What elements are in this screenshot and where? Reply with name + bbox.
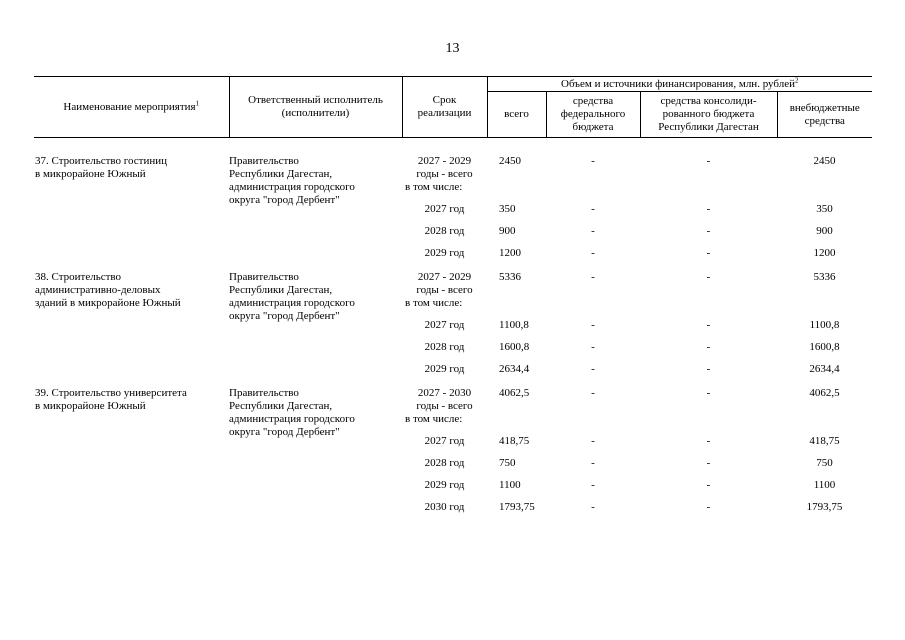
extrabudget-value: 2450 [813, 155, 836, 167]
table-row [34, 385, 872, 413]
federal-value: - [591, 363, 595, 375]
federal-value: - [591, 387, 595, 399]
total-value: 418,75 [499, 435, 530, 447]
empty-cell [777, 297, 872, 319]
year-label: 2027 год [424, 435, 465, 447]
extrabudget-value: 350 [816, 203, 833, 215]
consolidated-value: - [706, 247, 711, 259]
year-label: 2028 год [424, 457, 465, 469]
header-total: всего [487, 92, 546, 138]
total-value: 350 [499, 203, 516, 215]
total-value: 1100,8 [499, 319, 529, 331]
federal-value: - [591, 341, 595, 353]
table-body [34, 138, 872, 524]
year-label: 2029 год [424, 247, 465, 259]
total-value: 1100 [499, 479, 521, 491]
federal-value: - [591, 319, 595, 331]
table-row [34, 153, 872, 181]
measure-name: 39. Строительство университета в микрорайоне Южный [35, 387, 187, 412]
executor-cell: Правительство Республики Дагестан, администрация городского округа "город Дербент" [229, 155, 355, 206]
empty-cell [640, 413, 777, 435]
empty-cell [487, 181, 546, 203]
consolidated-value: - [706, 225, 711, 237]
total-value: 2450 [499, 155, 521, 167]
year-label: 2027 год [424, 319, 465, 331]
year-label: 2030 год [424, 501, 465, 513]
year-label: 2027 год [424, 203, 465, 215]
federal-value: - [591, 225, 595, 237]
header-financing: Объем и источники финансирования, млн. рублей$^2$ [487, 77, 872, 92]
federal-value: - [591, 247, 595, 259]
including-label: в том числе: [405, 413, 463, 425]
federal-value: - [591, 155, 595, 167]
header-name: Наименование мероприятия$^1$ [34, 77, 229, 138]
consolidated-value: - [706, 457, 711, 469]
empty-cell [546, 413, 640, 435]
header-term: Срок реализации [402, 77, 487, 138]
total-value: 1793,75 [499, 501, 535, 513]
extrabudget-value: 1200 [813, 247, 836, 259]
year-label: 2029 год [424, 479, 465, 491]
consolidated-value: - [706, 155, 711, 167]
table-row [34, 269, 872, 297]
header-executor: Ответственный исполнитель (исполнители) [229, 77, 402, 138]
empty-cell [487, 413, 546, 435]
empty-cell [487, 297, 546, 319]
consolidated-value: - [706, 341, 711, 353]
year-label: 2028 год [424, 341, 465, 353]
consolidated-value: - [706, 319, 711, 331]
measure-name: 38. Строительство административно-деловых зданий в микрорайоне Южный [35, 271, 181, 309]
extrabudget-value: 750 [816, 457, 833, 469]
empty-cell [777, 413, 872, 435]
total-value: 4062,5 [499, 387, 530, 399]
period-total-cell: 2027 - 2029 годы - всего [416, 271, 473, 296]
federal-value: - [591, 457, 595, 469]
consolidated-value: - [706, 387, 711, 399]
header-consolidated: средства консолиди- рованного бюджета Республики Дагестан [640, 92, 777, 138]
table-header [34, 77, 872, 138]
header-extrabudget: внебюджетные средства [777, 92, 872, 138]
federal-value: - [591, 479, 595, 491]
empty-cell [640, 297, 777, 319]
extrabudget-value: 1600,8 [809, 341, 840, 353]
including-label: в том числе: [405, 297, 463, 309]
extrabudget-value: 2634,4 [809, 363, 840, 375]
measure-name: 37. Строительство гостиниц в микрорайоне Южный [35, 155, 168, 180]
year-label: 2029 год [424, 363, 465, 375]
total-value: 2634,4 [499, 363, 530, 375]
executor-cell: Правительство Республики Дагестан, администрация городского округа "город Дербент" [229, 271, 355, 322]
year-label: 2028 год [424, 225, 465, 237]
total-value: 1600,8 [499, 341, 530, 353]
executor-cell: Правительство Республики Дагестан, администрация городского округа "город Дербент" [229, 387, 355, 438]
total-value: 5336 [499, 271, 521, 283]
total-value: 750 [499, 457, 516, 469]
extrabudget-value: 1100 [813, 479, 836, 491]
header-federal: средства федерального бюджета [546, 92, 640, 138]
empty-cell [546, 297, 640, 319]
consolidated-value: - [706, 501, 711, 513]
extrabudget-value: 900 [816, 225, 833, 237]
federal-value: - [591, 271, 595, 283]
financing-table [34, 76, 872, 523]
empty-cell [777, 181, 872, 203]
federal-value: - [591, 501, 595, 513]
spacer-row [34, 138, 872, 154]
empty-cell [640, 181, 777, 203]
consolidated-value: - [706, 271, 711, 283]
including-label: в том числе: [405, 181, 463, 193]
consolidated-value: - [706, 363, 711, 375]
total-value: 1200 [499, 247, 521, 259]
page-number: 13 [445, 41, 460, 56]
extrabudget-value: 418,75 [809, 435, 840, 447]
extrabudget-value: 1793,75 [806, 501, 843, 513]
extrabudget-value: 4062,5 [809, 387, 840, 399]
extrabudget-value: 1100,8 [809, 319, 840, 331]
total-value: 900 [499, 225, 516, 237]
federal-value: - [591, 435, 595, 447]
federal-value: - [591, 203, 595, 215]
consolidated-value: - [706, 479, 711, 491]
period-total-cell: 2027 - 2029 годы - всего [416, 155, 473, 180]
extrabudget-value: 5336 [813, 271, 836, 283]
period-total-cell: 2027 - 2030 годы - всего [416, 387, 473, 412]
empty-cell [546, 181, 640, 203]
consolidated-value: - [706, 435, 711, 447]
consolidated-value: - [706, 203, 711, 215]
